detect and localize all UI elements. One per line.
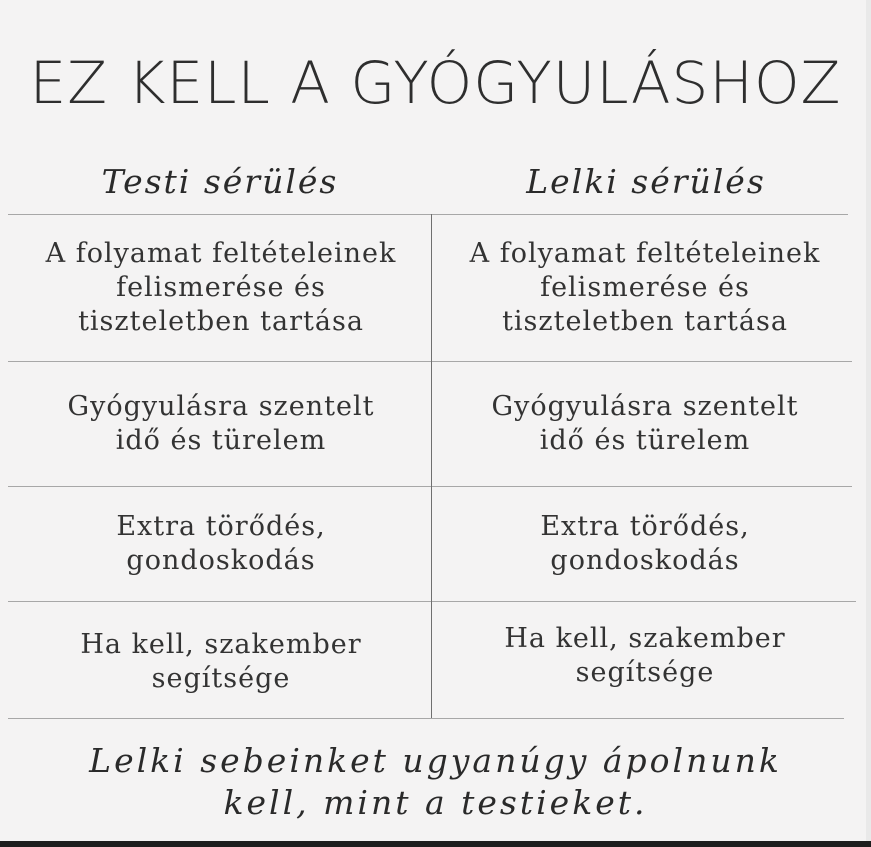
table-cell (438, 218, 852, 358)
cell-line: gondoskodás (550, 545, 740, 576)
footer-quote (0, 740, 871, 824)
cell-line: Ha kell, szakember (504, 623, 786, 654)
cell-line: gondoskodás (126, 545, 316, 576)
cell-line: Ha kell, szakember (80, 629, 362, 660)
cell-line: idő és türelem (539, 425, 751, 456)
bottom-bar (0, 841, 871, 847)
table-divider (8, 361, 852, 362)
cell-line: segítsége (151, 663, 291, 694)
cell-line: Gyógyulásra szentelt (67, 391, 375, 422)
page-title: EZ KELL A GYÓGYULÁSHOZ (29, 49, 842, 117)
column-header-physical: Testi sérülés (101, 162, 339, 201)
cell-line: tiszteletben tartása (78, 306, 364, 337)
cell-line: idő és türelem (115, 425, 327, 456)
cell-line: Gyógyulásra szentelt (491, 391, 799, 422)
footer-line: kell, mint a testieket. (223, 783, 648, 822)
table-divider (8, 214, 848, 215)
cell-line: felismerése és (540, 272, 750, 303)
cell-line: A folyamat feltételeinek (45, 238, 397, 269)
cell-line: tiszteletben tartása (502, 306, 788, 337)
cell-line: Extra törődés, (540, 511, 750, 542)
table-cell (438, 366, 852, 482)
table-cell (438, 490, 852, 598)
page-edge (866, 0, 871, 847)
table-cell (438, 604, 852, 708)
table-cell (14, 610, 428, 714)
cell-line: felismerése és (116, 272, 326, 303)
cell-line: Extra törődés, (116, 511, 326, 542)
table-cell (14, 366, 428, 482)
table-cell (14, 490, 428, 598)
table-divider (8, 601, 856, 602)
column-header-emotional: Lelki sérülés (526, 162, 766, 201)
column-divider (431, 214, 432, 718)
footer-line: Lelki sebeinket ugyanúgy ápolnunk (89, 741, 782, 780)
table-cell (14, 218, 428, 358)
cell-line: segítsége (575, 657, 715, 688)
cell-line: A folyamat feltételeinek (469, 238, 821, 269)
table-divider (8, 486, 852, 487)
table-divider (8, 718, 844, 719)
